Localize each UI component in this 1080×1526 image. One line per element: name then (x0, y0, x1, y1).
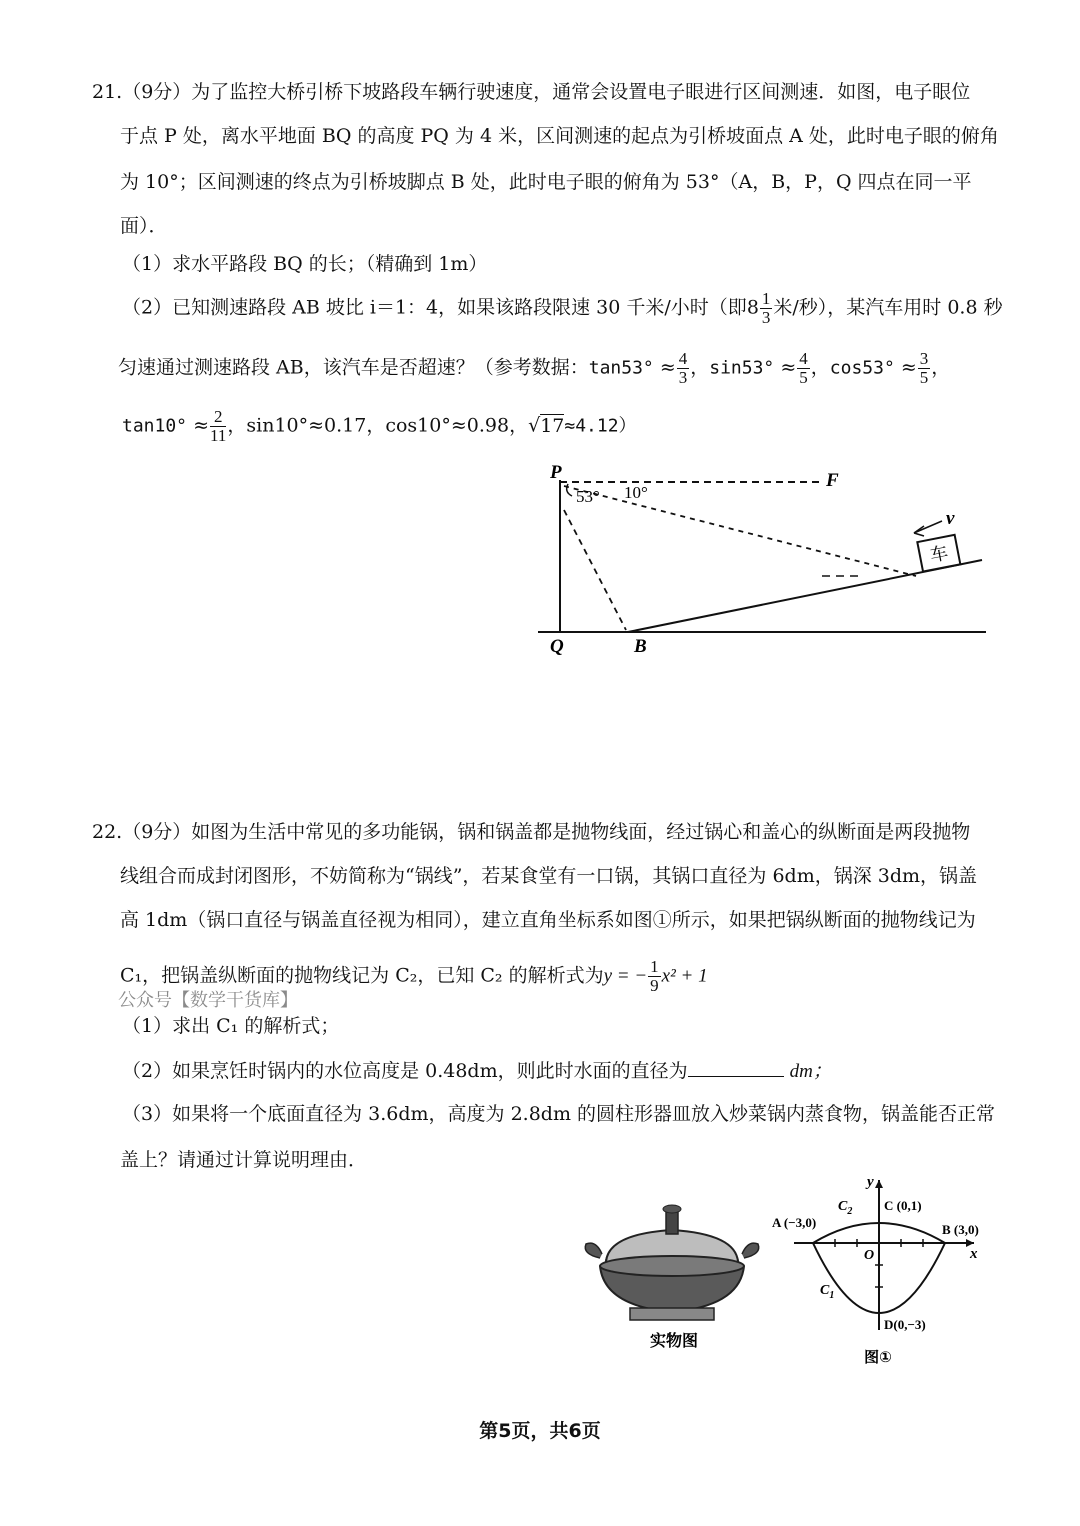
tan10-label: tan10° (122, 415, 188, 437)
q22-part1: （1）求出 C₁ 的解析式； (122, 1015, 340, 1037)
curve-C2-label (838, 1199, 852, 1217)
fraction-numerator: 4 (799, 349, 808, 368)
approx-sign: ≈ (193, 414, 209, 437)
tan53-label: tan53° (588, 357, 654, 379)
mixed-number-whole: 8 (746, 296, 759, 319)
sight-line-PA (564, 486, 916, 576)
tan10-fraction (210, 408, 226, 445)
fraction-denominator: 11 (210, 426, 227, 445)
q21-part2-line1 (122, 290, 1003, 327)
graph-caption: 图① (864, 1348, 892, 1366)
approx-sign: ≈ (659, 356, 676, 379)
curve-C2-subscript: 2 (847, 1206, 853, 1217)
approx-sign: ≈ (900, 356, 917, 379)
photo-caption: 实物图 (649, 1331, 699, 1350)
curve-C2-letter: C (838, 1199, 848, 1214)
q21-part1: （1）求水平路段 BQ 的长；（精确到 1m） (122, 253, 488, 275)
answer-blank (688, 1056, 784, 1077)
approx-sign: ≈ (780, 356, 797, 379)
q21-part2-line3 (122, 408, 637, 445)
curve-C1-subscript: 1 (829, 1290, 835, 1301)
sin53-fraction (797, 350, 810, 387)
point-P-label: P (550, 462, 562, 483)
formula-rhs: x² + 1 (661, 965, 708, 987)
x-axis-label: x (970, 1246, 978, 1262)
other-refs: ，sin10°≈0.17，cos10°≈0.98， (227, 414, 529, 437)
car-label: 车 (928, 542, 950, 566)
angle-53-label: 53° (576, 487, 600, 506)
q22-part2 (122, 1056, 832, 1086)
point-B-label: B (634, 636, 647, 657)
q21-line4: 面）． (120, 215, 168, 237)
cos53-label: cos53° (829, 357, 895, 379)
q22-part3-line2: 盖上？请通过计算说明理由． (120, 1149, 368, 1171)
point-F-label: F (826, 470, 839, 491)
fraction-denominator: 9 (650, 976, 659, 995)
fraction-numerator: 1 (761, 289, 771, 308)
curve-C1-label (820, 1283, 834, 1301)
angle-arc (567, 484, 572, 496)
q21-part2-line2-text: 匀速通过测速路段 AB，该汽车是否超速？（参考数据： (118, 356, 589, 379)
velocity-arrow (914, 521, 942, 533)
fraction-numerator: 3 (919, 349, 929, 368)
page-footer: 第5页，共6页 (479, 1420, 601, 1442)
q22-part2-unit: dm； (789, 1061, 832, 1082)
car-icon (917, 535, 960, 572)
q22-part2-text: （2）如果烹饪时锅内的水位高度是 0.48dm，则此时水面的直径为 (122, 1060, 688, 1082)
tan53-fraction (677, 350, 690, 387)
parabola-graph (766, 1170, 996, 1370)
q22-line1: 22.（9分）如图为生活中常见的多功能锅，锅和锅盖都是抛物线面，经过锅心和盖心的纵断面是两段抛物 (92, 821, 971, 843)
y-axis-label: y (867, 1174, 874, 1190)
q21-line3: 为 10°；区间测速的终点为引桥坡脚点 B 处，此时电子眼的俯角为 53°（A，B，P，Q 四点在同一平 (120, 171, 972, 193)
q22-line2: 线组合而成封闭图形，不妨简称为“锅线”，若某食堂有一口锅，其锅口直径为 6dm，锅深 3dm，锅盖 (120, 865, 978, 887)
watermark: 公众号【数学干货库】 (118, 990, 298, 1011)
formula-lhs: y = − (603, 965, 648, 987)
fraction-denominator: 3 (678, 368, 688, 387)
q21-part2-line2: 匀速通过测速路段 AB，该汽车是否超速？（参考数据：tan53° ≈ $\frac{4}{3}$ ，sin53° ≈ $\frac{4}{5}$ ，cos53° ≈ $\frac{3}{5}$ ， (118, 349, 951, 387)
point-D-label: D(0,−3) (884, 1317, 926, 1332)
cos53-fraction (918, 350, 931, 387)
angle-10-label: 10° (624, 483, 648, 502)
point-A-label: A (−3,0) (772, 1215, 817, 1230)
wok-photo (578, 1200, 768, 1350)
y-axis-arrowhead (875, 1180, 883, 1188)
q21-line2: 于点 P 处，离水平地面 BQ 的高度 PQ 为 4 米，区间测速的起点为引桥坡面点 A 处，此时电子眼的俯角 (120, 125, 999, 147)
q22-line3: 高 1dm（锅口直径与锅盖直径视为相同），建立直角坐标系如图①所示，如果把锅纵断面的抛物线记为 (120, 909, 976, 931)
origin-label: O (864, 1248, 875, 1263)
fraction-numerator: 1 (650, 957, 659, 976)
fraction-denominator: 5 (799, 368, 808, 387)
sight-line-PB (564, 510, 626, 630)
fraction-numerator: 2 (210, 408, 226, 427)
q21-line1: 21.（9分）为了监控大桥引桥下坡路段车辆行驶速度，通常会设置电子眼进行区间测速．如图，电子眼位 (92, 81, 971, 103)
mixed-number-fraction (760, 290, 773, 327)
q22-line4-text: C₁，把锅盖纵断面的抛物线记为 C₂，已知 C₂ 的解析式为 (120, 964, 604, 987)
sqrt-approx: ≈4.12） (564, 415, 637, 437)
q21-part2-text-a: （2）已知测速路段 AB 坡比 i＝1：4，如果该路段限速 30 千米/小时（即 (122, 296, 747, 319)
point-C-label: C (0,1) (884, 1198, 922, 1213)
point-B-label: B (3,0) (942, 1222, 979, 1237)
sqrt-radicand: 17 (540, 414, 565, 437)
sqrt-sign: √ (528, 414, 541, 437)
point-Q-label: Q (550, 636, 564, 657)
q22-part3-line1: （3）如果将一个底面直径为 3.6dm，高度为 2.8dm 的圆柱形器皿放入炒菜锅内蒸食物，锅盖能否正常 (122, 1103, 996, 1125)
formula-fraction (648, 958, 661, 995)
velocity-label: v (946, 508, 955, 529)
fraction-numerator: 4 (678, 349, 688, 368)
fraction-denominator: 3 (761, 308, 771, 327)
bridge-diagram (520, 458, 1000, 668)
fraction-denominator: 5 (919, 368, 929, 387)
curve-C1-letter: C (820, 1283, 830, 1298)
q21-part2-text-b: 米/秒），某汽车用时 0.8 秒 (773, 296, 1003, 319)
sin53-label: sin53° (709, 357, 775, 379)
